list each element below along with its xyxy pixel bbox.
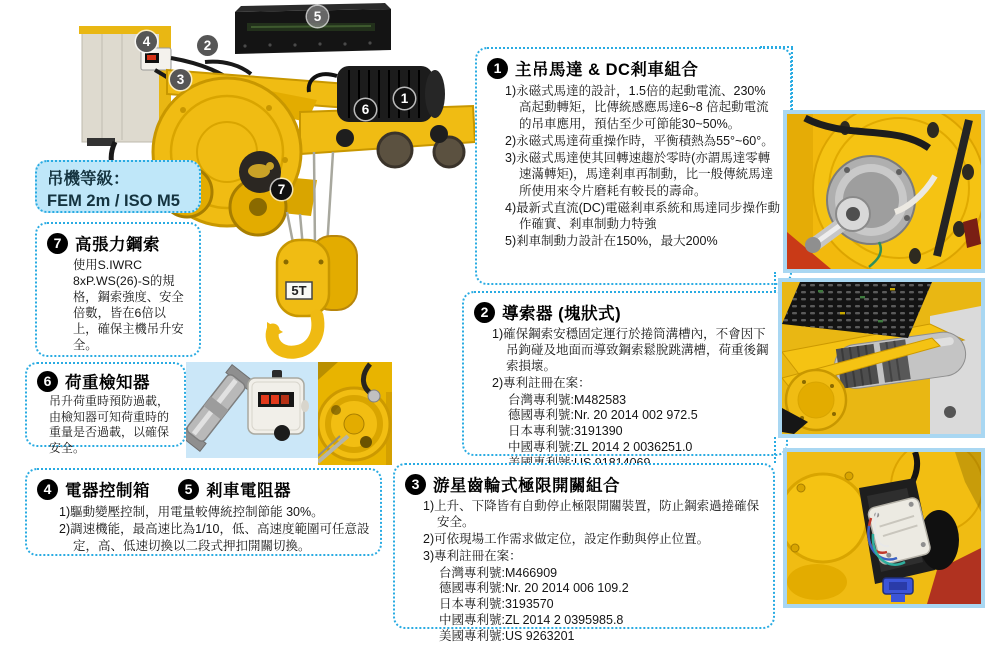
box2-patent: 日本專利號:3191390 bbox=[508, 424, 623, 439]
load-detector-photo-svg bbox=[186, 362, 318, 458]
feature-box-high-tensile-rope bbox=[35, 222, 201, 357]
box1-item: 4)最新式直流(DC)電磁剎車系統和馬達同步操作動作確實、剎車制動力特強 bbox=[505, 200, 780, 231]
marker-2: 2 bbox=[197, 35, 218, 56]
box1-item: 5)剎車制動力設計在150%，最大200% bbox=[505, 234, 718, 249]
box6-title: 荷重檢知器 bbox=[65, 374, 150, 392]
feature-box-limit-switch bbox=[393, 463, 775, 643]
box3-item: 3)專利註冊在案： bbox=[423, 548, 522, 563]
box3-item: 1)上升、下降皆有自動停止極限開關裝置，防止鋼索過捲確保安全。 bbox=[423, 499, 760, 529]
display-unit-graphic bbox=[248, 370, 309, 441]
marker-3: 3 bbox=[170, 69, 191, 90]
rope-guide-photo bbox=[778, 278, 985, 438]
box2-title: 導索器 (塊狀式) bbox=[502, 305, 622, 323]
marker-6: 6 bbox=[355, 99, 376, 120]
box3-number-icon: 3 bbox=[405, 474, 426, 495]
feature-box-control-resistor bbox=[25, 468, 382, 556]
connector-box1-photo1-v bbox=[791, 48, 795, 110]
limit-switch-photo bbox=[783, 448, 985, 608]
box3-title: 游星齒輪式極限開關組合 bbox=[433, 477, 620, 495]
box1-title: 主吊馬達 & DC剎車組合 bbox=[515, 61, 699, 79]
crane-grade-line1: 吊機等級： bbox=[47, 170, 130, 188]
box3-patent: 日本專利號:3193570 bbox=[439, 597, 554, 612]
marker-7: 7 bbox=[271, 179, 292, 200]
hook-block-graphic bbox=[267, 236, 357, 352]
rope-sheave-photo-svg bbox=[318, 362, 392, 465]
box4-number-icon: 4 bbox=[37, 479, 58, 500]
box5-title: 剎車電阻器 bbox=[206, 482, 291, 500]
feature-box-main-motor bbox=[475, 47, 792, 285]
box1-item: 3)永磁式馬達使其回轉速趨於零時(亦謂馬達零轉速滿轉矩)，馬達剎車再制動，比一般傳統馬達所使用來令片磨耗有較長的壽命。 bbox=[505, 151, 774, 198]
marker-1: 1 bbox=[394, 88, 415, 109]
box7-body: 使用S.IWRC 8xP.WS(26)-S的規格，鋼索強度、安全倍數，皆在6倍以上，確保主機吊升安全。 bbox=[73, 258, 184, 352]
rope-guide-photo-svg bbox=[782, 282, 981, 434]
box45-item: 1)驅動變壓控制，用電量較傳統控制節能 30%。 bbox=[59, 505, 324, 519]
crane-grade-badge bbox=[35, 160, 201, 213]
box2-item: 1)確保鋼索安穩固定運行於捲筒溝槽內，不會因下吊鉤碰及地面而導致鋼索鬆脫跳溝槽，荷重後鋼索損壞。 bbox=[492, 327, 769, 373]
box4-title: 電器控制箱 bbox=[65, 482, 150, 500]
box2-patent: 中國專利號:ZL 2014 2 0036251.0 bbox=[508, 440, 693, 455]
box6-number-icon: 6 bbox=[37, 371, 58, 392]
feature-box-load-detector bbox=[25, 362, 186, 455]
box1-item: 1)永磁式馬達的設計，1.5倍的起動電流、230% 高起動轉矩，比傳統感應馬達6~8 倍起動電流的吊車應用，預估至少可節能30~50%。 bbox=[505, 84, 769, 131]
limit-switch-photo-svg bbox=[787, 452, 981, 604]
hook-capacity-label: 5T bbox=[291, 283, 307, 298]
box3-patent: 美國專利號:US 9263201 bbox=[439, 629, 575, 643]
box2-item: 2)專利註冊在案： bbox=[492, 375, 591, 390]
box1-item: 2)永磁式馬達荷重操作時，平衡積熱為55°~60°。 bbox=[505, 133, 774, 148]
marker-5: 5 bbox=[307, 6, 328, 27]
box2-number-icon: 2 bbox=[474, 302, 495, 323]
feature-box-rope-guide bbox=[462, 291, 788, 456]
crane-grade-line2: FEM 2m / ISO M5 bbox=[47, 192, 180, 211]
marker-4: 4 bbox=[136, 31, 157, 52]
rope-sheave-photo bbox=[318, 362, 392, 465]
box7-number-icon: 7 bbox=[47, 233, 68, 254]
connector-box1-photo1 bbox=[760, 46, 793, 50]
box1-number-icon: 1 bbox=[487, 58, 508, 79]
box2-patent: 德國專利號:Nr. 20 2014 002 972.5 bbox=[508, 408, 698, 423]
dc-brake-photo-svg bbox=[787, 114, 981, 269]
dc-brake-photo bbox=[783, 110, 985, 273]
load-detector-photo bbox=[186, 362, 318, 458]
box45-item: 2)調速機能，最高速比為1/10，低、高速度範圍可任意設定，高、低速切換以二段式押扣開關切換。 bbox=[59, 522, 370, 553]
connector-photo1-box2 bbox=[774, 272, 778, 292]
box6-body: 吊升荷重時預防過載，由檢知器可知荷重時的重量是否過載，以確保安全。 bbox=[49, 394, 170, 455]
box3-patent: 台灣專利號:M466909 bbox=[439, 565, 558, 580]
box3-patent: 德國專利號:Nr. 20 2014 006 109.2 bbox=[439, 581, 629, 596]
box5-number-icon: 5 bbox=[178, 479, 199, 500]
box7-title: 高張力鋼索 bbox=[75, 236, 160, 254]
box3-patent: 中國專利號:ZL 2014 2 0395985.8 bbox=[439, 613, 624, 628]
connector-photo2-box3 bbox=[774, 437, 778, 463]
box3-item: 2)可依現場工作需求做定位，設定作動與停止位置。 bbox=[423, 531, 710, 546]
box2-patent: 台灣專利號:M482583 bbox=[508, 392, 627, 407]
